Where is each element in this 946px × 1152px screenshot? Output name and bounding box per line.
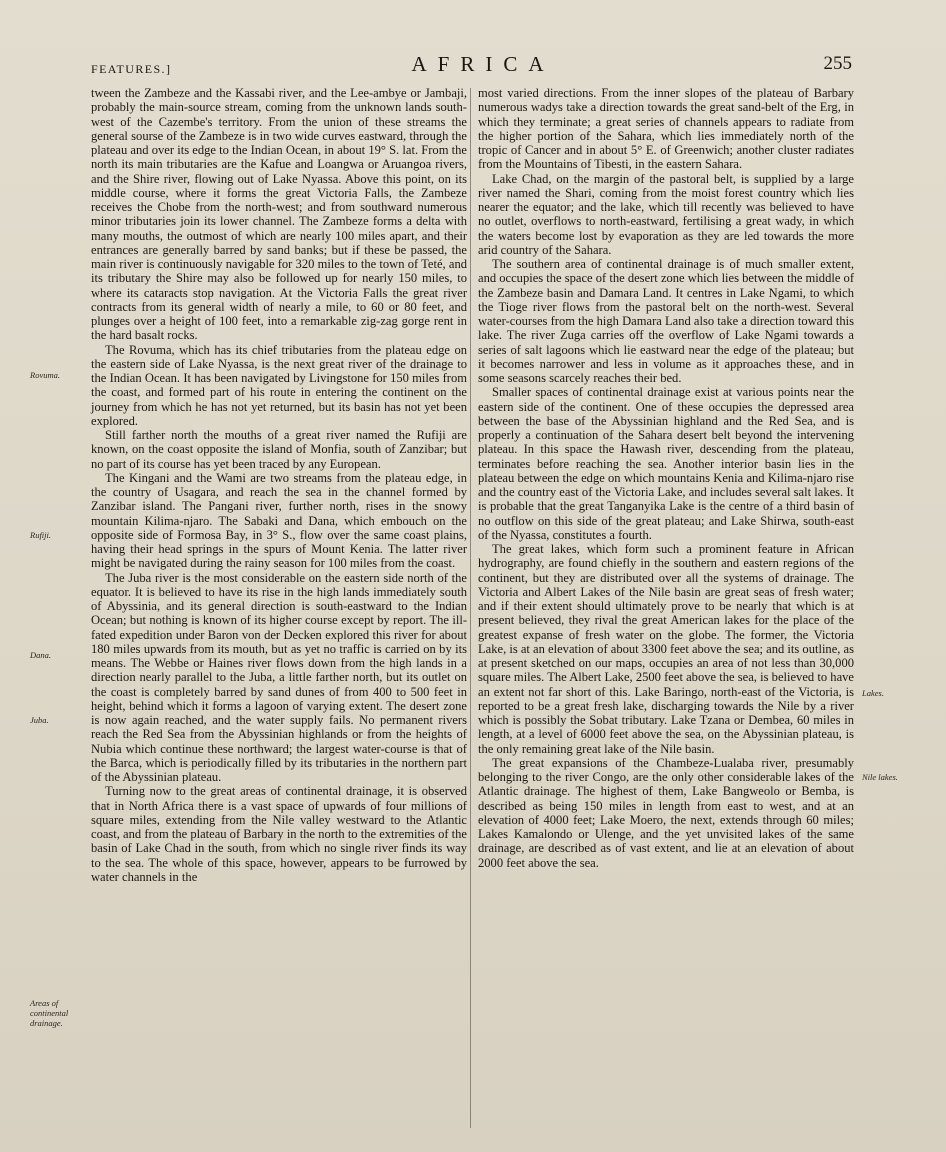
paragraph: The great expansions of the Chambeze-Lualaba river, presumably belonging to the river Congo, are the only other considerable lakes of the Atlantic drainage. The highest of them, Lake Bangweolo or Bemba, is described as being 150 miles in length from east to west, and at an elevation of 4000 feet; Lake Moero, the next, extends through 60 miles; Lakes Kamalondo or Ulenge, and the yet unvisited lakes of the same drainage, are described as of vast extent, and lie at an elevation of about 2000 feet above the sea. — [478, 755, 854, 870]
paragraph: most varied directions. From the inner slopes of the plateau of Barbary numerous wadys take a direction towards the great sand-belt of the Erg, in which they terminate; a great series of channels appears to radiate from the higher portion of the Sahara, which lies immediately north of the tropic of Cancer and in about 5° E. of Greenwich; another cluster radiates from the Mountains of Tibesti, in the eastern Sahara. — [478, 86, 854, 172]
margin-note-juba: Juba. — [30, 715, 49, 725]
page-header — [0, 52, 946, 82]
page-number: 255 — [823, 53, 852, 74]
paragraph: Smaller spaces of continental drainage exist at various points near the eastern side of the continent. One of these occupies the depressed area between the base of the Abyssinian highland and the Red Sea, and is properly a continuation of the Sahara desert belt beyond the intervening plateau. In this space the Hawash river, descending from the plateau, terminates before reaching the sea. Another interior basin lies in the plateau between the edge on which mountains Kenia and Kilima-njaro rise and the country east of the Victoria Lake, and includes several salt lakes. It is probable that the great Tanganyika Lake is the centre of a third basin of no outflow on this side of the great plateau; and Lake Shirwa, south-east of the Nyassa, constitutes a fourth. — [478, 385, 854, 542]
margin-note-rufiji: Rufiji. — [30, 530, 52, 540]
paragraph: tween the Zambeze and the Kassabi river, and the Lee-ambye or Jambaji, probably the main-source stream, coming from the unknown lands south-west of the Cazembe's territory. From the union of these streams the general sourse of the Zambeze is in two wide curves eastward, through the plateau and over its edge to the Indian Ocean, in about 19° S. lat. From the north its main tributaries are the Kafue and Loangwa or Aruangoa rivers, and the Shire river, flowing out of Lake Nyassa. Above this point, on its middle course, where it forms the great Victoria Falls, the Zambeze receives the Chobe from the north-west; and from southward numerous minor tributaries join its lower channel. The Zambeze forms a delta with many mouths, the outmost of which are nearly 100 miles apart, and their entrances are generally barred by sand banks; but if these be passed, the main river is continuously navigable for 320 miles to the town of Teté, and its tributary the Shire may also be followed up for nearly 150 miles, to where its cataracts stop navigation. At the Victoria Falls the great river contracts from its general width of nearly a mile, to 60 or 80 feet, and plunges over a height of 100 feet, into a remarkable zig-zag gorge rent in the hard basalt rocks. — [91, 86, 467, 343]
column-divider — [470, 88, 471, 1128]
running-title: AFRICA — [411, 52, 555, 76]
paragraph: Turning now to the great areas of continental drainage, it is observed that in North Africa there is a vast space of upwards of four millions of square miles, extending from the Nile valley westward to the Atlantic coast, and from the plateau of Barbary in the north to the extremities of the basin of Lake Chad in the south, from which no single river finds its way to the sea. The whole of this space, however, appears to be furrowed by water channels in the — [91, 784, 467, 884]
margin-note-areas: Areas of continental drainage. — [30, 998, 69, 1028]
paragraph: Still farther north the mouths of a great river named the Rufiji are known, on the coast opposite the island of Monfia, south of Zanzibar; but no part of its course has yet been traced by any European. — [91, 428, 467, 471]
margin-note-nile-lakes: Nile lakes. — [862, 772, 898, 782]
paragraph: The southern area of continental drainage is of much smaller extent, and occupies the space of the desert zone which lies between the middle of the Zambeze basin and Damara Land. It centres in Lake Ngami, to which the Tioge river flows from the pastoral belt on the north-west. Several water-courses from the high Damara Land also take a direction toward this lake. The river Zuga carries off the overflow of Lake Ngami towards a series of salt lagoons which lie eastward near the edge of the plateau; but it becomes narrower and less in volume as it approaches these, and in some seasons scarcely reaches their bed. — [478, 257, 854, 385]
right-column — [478, 86, 854, 870]
paragraph: Lake Chad, on the margin of the pastoral belt, is supplied by a large river named the Shari, coming from the moist forest country which lies nearer the equator; and the lake, which till recently was believed to have no outlet, overflows to north-eastward, fertilising a great wady, in which the waters become lost by evaporation as they are led towards the more arid country of the Sahara. — [478, 171, 854, 257]
paragraph: The Kingani and the Wami are two streams from the plateau edge, in the country of Usagara, and reach the sea in the channel formed by Zanzibar island. The Pangani river, further north, rises in the snowy mountain Kilima-njaro. The Sabaki and Dana, which embouch on the opposite side of Formosa Bay, in 3° S., flow over the same coast plains, having their head springs in the spurs of Mount Kenia. The latter river might be navigated during the rainy season for 100 miles from the coast. — [91, 470, 467, 571]
paragraph: The great lakes, which form such a prominent feature in African hydrography, are found chiefly in the southern and eastern regions of the continent, but they are distributed over all the systems of drainage. The Victoria and Albert Lakes of the Nile basin are great seas of fresh water; and if their extent should ultimately prove to be nearly that which is at present believed, they rival the great American lakes for the place of the greatest expanse of fresh water on the globe. The former, the Victoria Lake, is at an elevation of about 3300 feet above the sea; and its outline, as at present sketched on our maps, occupies an area of not less than 30,000 square miles. The Albert Lake, 2500 feet above the sea, is believed to have an extent not far short of this. Lake Baringo, north-east of the Victoria, is reported to be a great fresh lake, discharging towards the Nile by a river which is possibly the Sobat tributary. Lake Tzana or Dembea, 60 miles in length, at a level of 6000 feet above the sea, on the Abyssinian plateau, is the only remaining great lake of the Nile basin. — [478, 542, 854, 756]
margin-note-dana: Dana. — [30, 650, 52, 660]
left-column — [91, 86, 467, 884]
margin-note-rovuma: Rovuma. — [30, 370, 60, 380]
paragraph: The Juba river is the most considerable on the eastern side north of the equator. It is believed to have its rise in the high lands immediately south of Abyssinia, and its general direction is south-eastward to the Indian Ocean; but nothing is known of its higher course except by report. The ill-fated expedition under Baron von der Decken explored this river for about 180 miles upwards from its mouth, but as yet no traffic is carried on by its means. The Webbe or Haines river flows down from the high lands in a direction nearly parallel to the Juba, a little farther north, but its outlet on the coast is completely barred by sand dunes of from 400 to 500 feet in height, behind which it forms a lagoon of varying extent. The desert zone is now again reached, and the water supply fails. No permanent rivers reach the Red Sea from the Abyssinian highlands or from the heights of Nubia which continue these northward; the largest water-course is that of the Barca, which is periodically filled by its tributaries in the northern part of the Abyssinian plateau. — [91, 570, 467, 784]
paragraph: The Rovuma, which has its chief tributaries from the plateau edge on the eastern side of Lake Nyassa, is the next great river of the drainage to the Indian Ocean. It has been navigated by Livingstone for 150 miles from the coast, and formed part of his route in entering the continent on the journey from which he has not yet returned, but its basin has not yet been explored. — [91, 342, 467, 428]
margin-note-lakes: Lakes. — [862, 688, 884, 698]
section-label: FEATURES.] — [91, 62, 172, 76]
